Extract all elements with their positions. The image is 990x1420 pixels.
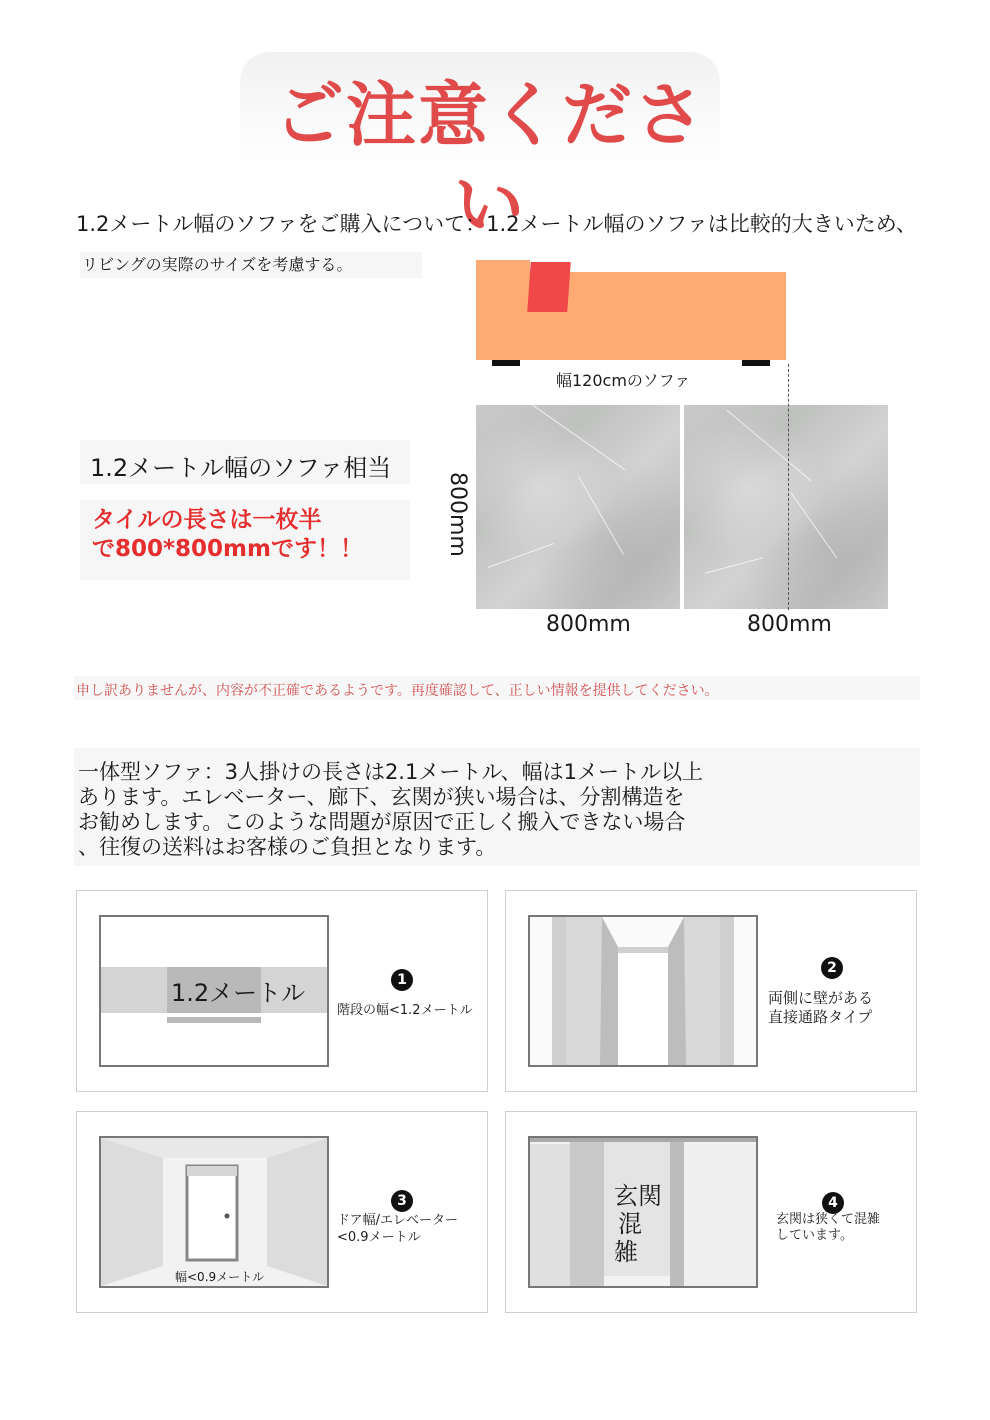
door-width-label: 幅<0.9メートル — [175, 1270, 265, 1284]
equivalent-note — [92, 506, 363, 564]
number-badge-1: 1 — [391, 969, 413, 991]
tile-image-right — [684, 405, 888, 609]
entrance-label-line-3: 雑 — [614, 1238, 638, 1266]
entrance-illustration — [528, 1136, 758, 1288]
entrance-label-line-1: 玄関 — [614, 1182, 662, 1210]
notice-line-1: 一体型ソファ：3人掛けの長さは2.1メートル、幅は1メートル以上 — [78, 760, 704, 784]
tile-width-label-left: 800mm — [546, 612, 631, 637]
equivalent-note-line-2: で800*800mmです！！ — [92, 536, 363, 562]
card-2-caption — [768, 989, 873, 1027]
stairs-width-label: 1.2メートル — [171, 979, 306, 1007]
notice-line-3: お勧めします。このような問題が原因で正しく搬入できない場合 — [78, 810, 686, 834]
number-badge-4: 4 — [822, 1192, 844, 1214]
apology-text: 申し訳ありませんが、内容が不正確であるようです。再度確認して、正しい情報を提供してください。 — [76, 683, 719, 699]
card-4-caption — [776, 1212, 880, 1244]
page-title: ご注意ください — [274, 74, 706, 246]
card-entrance — [505, 1111, 917, 1313]
notice-line-2: あります。エレベーター、廊下、玄関が狭い場合は、分割構造を — [78, 785, 685, 809]
door-illustration — [99, 1136, 329, 1288]
number-badge-3: 3 — [391, 1190, 413, 1212]
tile-width-label-right: 800mm — [747, 612, 832, 637]
sofa-width-guide-line — [788, 364, 789, 610]
sofa-illustration — [476, 272, 786, 360]
card-1-caption: 階段の幅<1.2メートル — [337, 1003, 473, 1018]
card-4-caption-line-1: 玄関は狭くて混雑 — [776, 1212, 881, 1227]
sofa-cushion — [527, 262, 570, 312]
card-2-caption-line-1: 両側に壁がある — [768, 989, 874, 1007]
card-3-caption-line-2: <0.9メートル — [337, 1230, 421, 1245]
stairs-illustration — [99, 915, 329, 1067]
card-3-caption-line-1: ドア幅/エレベーター — [337, 1213, 458, 1228]
card-2-caption-line-2: 直接通路タイプ — [768, 1008, 873, 1026]
sofa-leg-left — [492, 360, 520, 366]
equivalent-title: 1.2メートル幅のソファ相当 — [90, 454, 392, 482]
tile-image-left — [476, 405, 680, 609]
card-4-caption-line-2: しています。 — [776, 1228, 853, 1243]
number-badge-2: 2 — [821, 957, 843, 979]
card-door — [76, 1111, 488, 1313]
card-3-caption — [337, 1212, 458, 1246]
intro-line-1: 1.2メートル幅のソファをご購入について：1.2メートル幅のソファは比較的大きいため、 — [76, 212, 917, 236]
corridor-illustration — [528, 915, 758, 1067]
intro-line-2: リビングの実際のサイズを考慮する。 — [80, 252, 422, 278]
equivalent-note-line-1: タイルの長さは一枚半 — [92, 507, 322, 533]
card-corridor — [505, 890, 917, 1092]
sofa-width-label: 幅120cmのソファ — [556, 371, 691, 390]
notice-paragraph — [78, 760, 778, 860]
corridor-drawing — [530, 917, 756, 1065]
notice-line-4: 、往復の送料はお客様のご負担となります。 — [78, 835, 497, 859]
sofa-leg-right — [742, 360, 770, 366]
entrance-label — [614, 1182, 662, 1266]
tile-height-label: 800mm — [445, 472, 470, 557]
card-stairs — [76, 890, 488, 1092]
entrance-label-line-2: 混 — [618, 1210, 642, 1238]
door-drawing — [101, 1138, 327, 1286]
